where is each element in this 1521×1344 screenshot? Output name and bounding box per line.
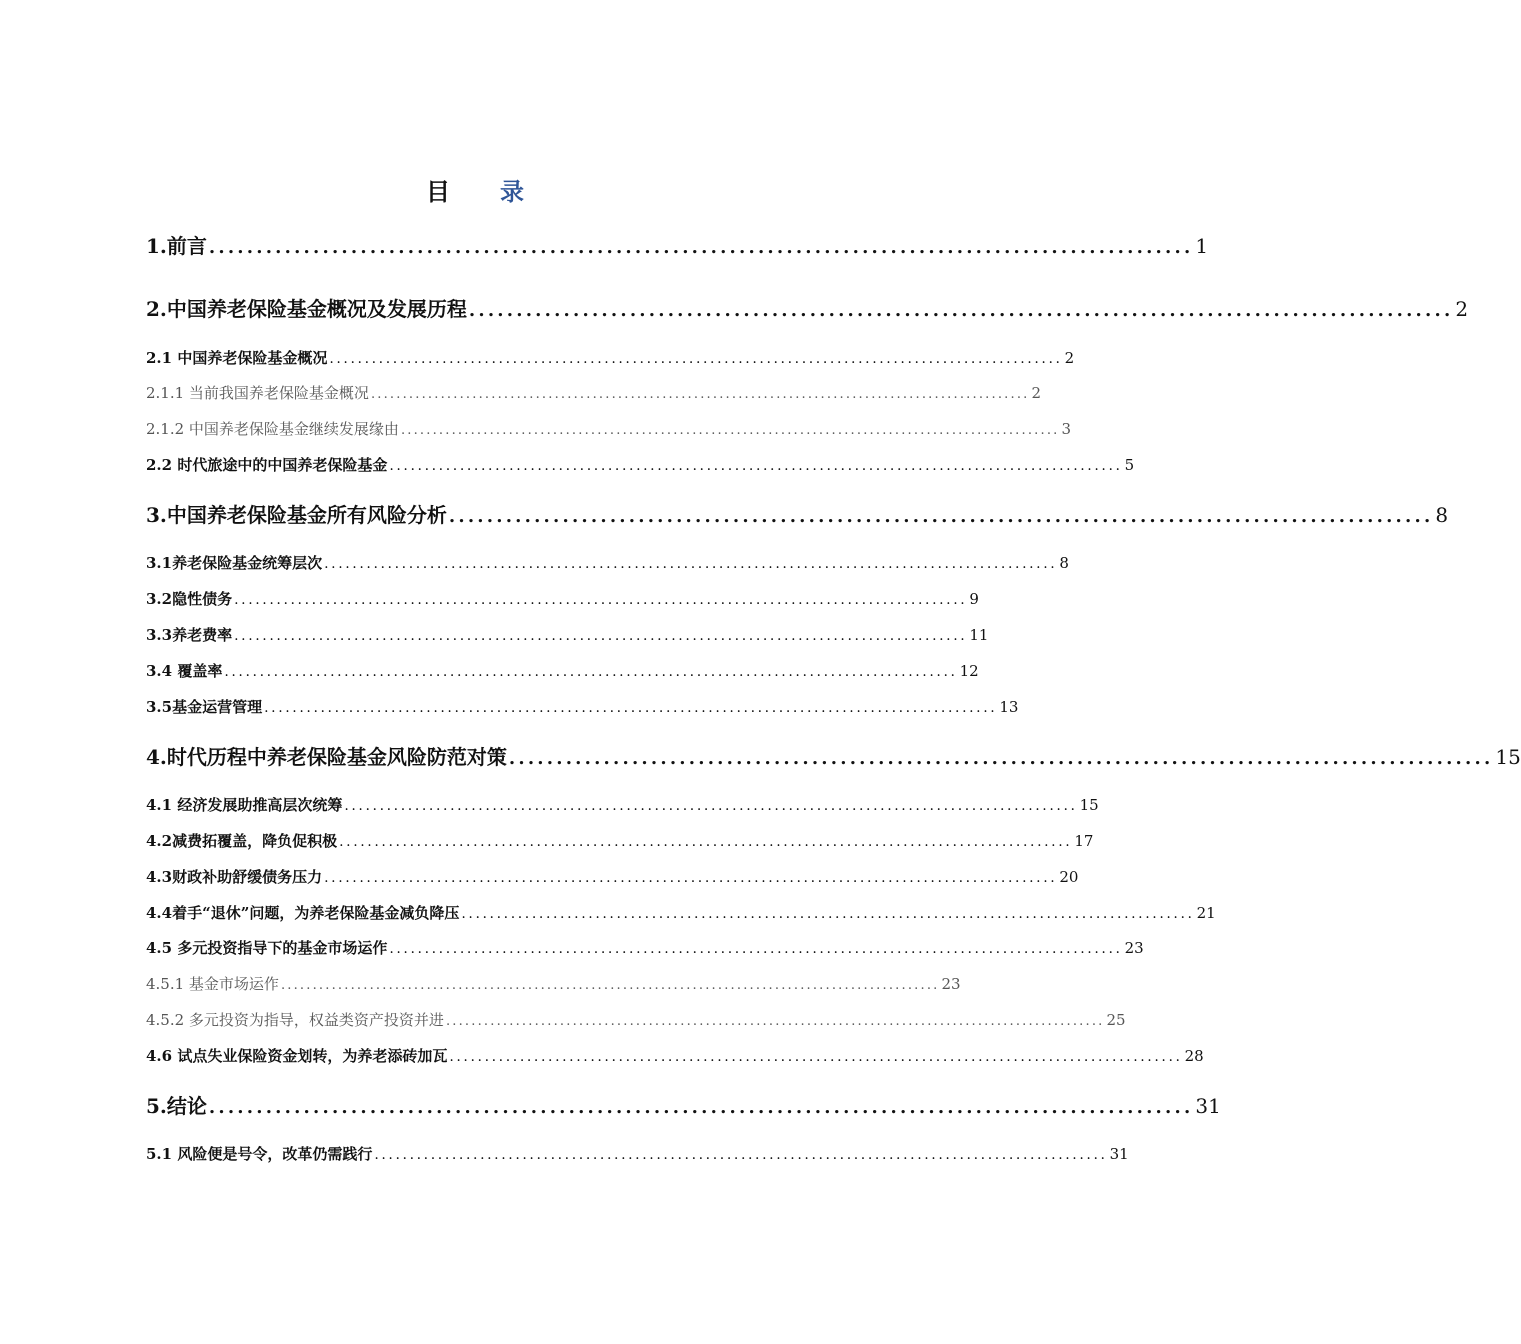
toc-entry[interactable] [146,973,961,994]
toc-entry[interactable] [146,454,1135,475]
toc-entry[interactable] [146,1009,1126,1030]
toc-entry-page: 5 [1124,456,1135,474]
toc-entry[interactable] [146,660,979,681]
toc-entry-page: 31 [1109,1145,1129,1163]
toc-leader: ........................................................................................................ [208,1097,1194,1118]
toc-entry-page: 2 [1064,349,1075,367]
toc-leader: ........................................................................................................ [329,351,1063,367]
toc-entry-page: 25 [1106,1011,1126,1029]
toc-entry-page: 23 [1124,939,1144,957]
toc-entry-page: 17 [1074,832,1094,850]
toc-entry-label: 2.2 时代旅途中的中国养老保险基金 [146,456,388,474]
toc-leader: ........................................................................................................ [389,941,1123,957]
toc-leader: ........................................................................................................ [344,798,1078,814]
toc-entry[interactable] [146,794,1099,815]
toc-entry-page: 8 [1435,503,1449,527]
toc-entry[interactable] [146,624,989,645]
toc-leader: ........................................................................................................ [400,423,1060,438]
toc-leader: ........................................................................................................ [339,834,1073,850]
toc-entry[interactable] [146,293,1469,322]
toc-entry-label: 3.5基金运营管理 [146,698,263,716]
toc-leader: ........................................................................................................ [449,1049,1183,1065]
toc-entry-label: 1.前言 [146,234,207,258]
toc-entry-label: 2.中国养老保险基金概况及发展历程 [146,297,467,321]
toc-entry-page: 8 [1059,554,1069,572]
toc-entry[interactable] [146,588,979,609]
toc-entry[interactable] [146,902,1216,923]
toc-entry[interactable] [146,830,1094,851]
toc-entry-label: 3.3养老费率 [146,626,233,644]
toc-leader: ........................................................................................................ [389,458,1123,474]
toc-entry-page: 12 [959,662,979,680]
toc-entry-label: 4.5.2 多元投资为指导，权益类资产投资并进 [146,1011,444,1029]
toc-entry-page: 21 [1196,904,1216,922]
title-part-1: 目 [426,178,450,206]
toc-entry-page: 23 [941,975,961,993]
toc-leader: ........................................................................................................ [324,556,1058,572]
toc-entry-page: 1 [1195,234,1209,258]
toc-entry[interactable] [146,1090,1221,1119]
toc-entry-label: 2.1.1 当前我国养老保险基金概况 [146,384,369,402]
toc-entry[interactable] [146,382,1042,403]
toc-entry-label: 2.1.2 中国养老保险基金继续发展缘由 [146,420,399,438]
toc-entry-label: 3.1养老保险基金统筹层次 [146,554,323,572]
toc-entry-page: 31 [1195,1094,1221,1118]
toc-leader: ........................................................................................................ [224,664,958,680]
title-part-2: 录 [500,178,524,206]
toc-entry[interactable] [146,418,1072,439]
toc-entry-page: 15 [1495,745,1521,769]
toc-leader: ........................................................................................................ [461,906,1195,922]
toc-entry[interactable] [146,696,1019,717]
toc-leader: ........................................................................................................ [374,1147,1108,1163]
toc-entry[interactable] [146,499,1449,528]
toc-leader: ........................................................................................................ [208,237,1194,258]
toc-entry-page: 15 [1079,796,1099,814]
toc-entry-label: 5.1 风险便是号令，改革仍需践行 [146,1145,373,1163]
toc-entry-label: 4.5 多元投资指导下的基金市场运作 [146,939,388,957]
toc-entry[interactable] [146,230,1209,259]
toc-entry[interactable] [146,866,1079,887]
toc-entry-label: 4.1 经济发展助推高层次统筹 [146,796,343,814]
toc-entry-page: 11 [969,626,989,644]
toc-leader: ........................................................................................................ [448,506,1434,527]
toc-entry-page: 20 [1059,868,1079,886]
toc-entry-page: 9 [969,590,979,608]
toc-leader: ........................................................................................................ [234,628,968,644]
toc-leader: ........................................................................................................ [280,978,940,993]
toc-entry[interactable] [146,347,1075,368]
toc-entry-label: 3.4 覆盖率 [146,662,223,680]
toc-leader: ........................................................................................................ [264,700,998,716]
toc-leader: ........................................................................................................ [468,300,1454,321]
toc-entry-label: 4.3财政补助舒缓债务压力 [146,868,323,886]
toc-entry-page: 2 [1455,297,1469,321]
toc-entry-label: 4.4着手“退休”问题，为养老保险基金减负降压 [146,904,460,922]
toc-entry[interactable] [146,937,1144,958]
toc-entry-label: 4.6 试点失业保险资金划转，为养老添砖加瓦 [146,1047,448,1065]
toc-entry[interactable] [146,741,1521,770]
toc-entry-label: 5.结论 [146,1094,207,1118]
toc-leader: ........................................................................................................ [324,870,1058,886]
toc-entry[interactable] [146,1045,1204,1066]
toc-leader: ........................................................................................................ [445,1014,1105,1029]
toc-entry[interactable] [146,1143,1129,1164]
toc-leader: ........................................................................................................ [508,748,1494,769]
page-title [0,172,950,207]
toc-entry-label: 4.5.1 基金市场运作 [146,975,279,993]
toc-entry-label: 2.1 中国养老保险基金概况 [146,349,328,367]
toc-leader: ........................................................................................................ [370,387,1030,402]
toc-entry-page: 13 [999,698,1019,716]
toc-entry-page: 2 [1031,384,1042,402]
toc-entry-label: 4.时代历程中养老保险基金风险防范对策 [146,745,507,769]
toc-entry-page: 28 [1184,1047,1204,1065]
toc-entry-label: 3.2隐性债务 [146,590,233,608]
toc-entry-label: 3.中国养老保险基金所有风险分析 [146,503,447,527]
toc-entry[interactable] [146,552,1069,573]
toc-entry-page: 3 [1061,420,1072,438]
toc-leader: ........................................................................................................ [234,592,968,608]
toc-entry-label: 4.2减费拓覆盖，降负促积极 [146,832,338,850]
